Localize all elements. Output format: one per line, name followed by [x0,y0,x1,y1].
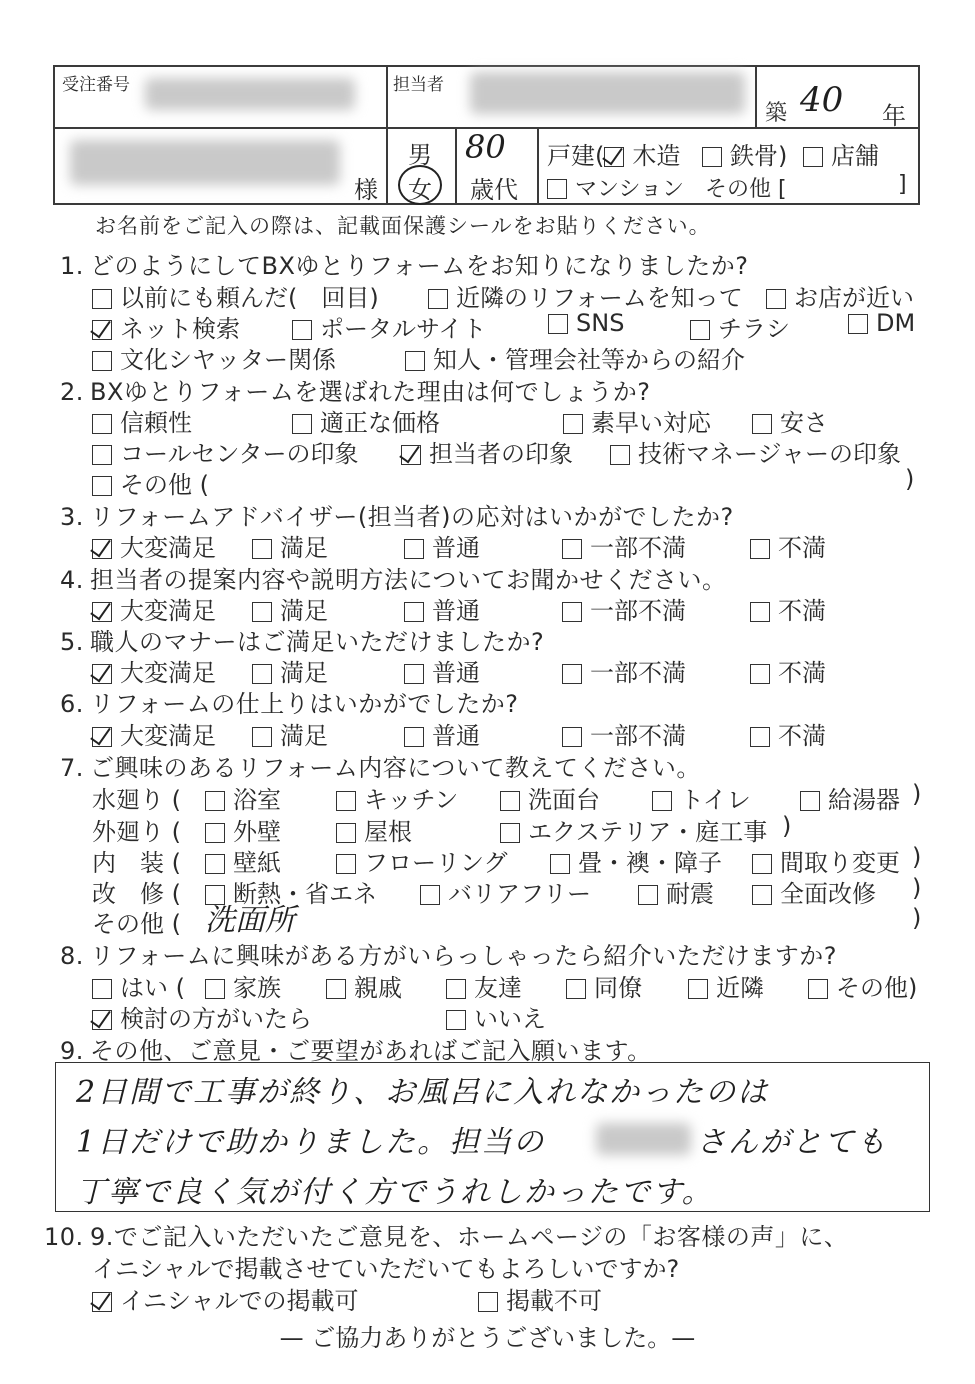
q1-option-9[interactable]: 知人・管理会社等からの紹介 [405,340,745,375]
building-age-prefix: 築 [765,101,788,126]
q8-colleague[interactable]: 同僚 [566,968,642,1003]
other-label: その他 [ [705,177,787,202]
checkbox[interactable] [563,414,583,434]
order-number-redacted [145,78,355,110]
checkbox[interactable] [92,476,112,496]
q3-heading: 3. リフォームアドバイザー(担当者)の応対はいかがでしたか? [60,503,734,531]
checkbox[interactable] [550,854,570,874]
house-type-label: 戸建( [547,142,605,170]
steel-checkbox[interactable] [702,147,722,167]
q4-option-0[interactable]: 大変満足 [92,591,216,626]
checkbox[interactable] [562,602,582,622]
q2-heading: 2. BXゆとりフォームを選ばれた理由は何でしょうか? [60,378,651,406]
q2-option-2[interactable]: 素早い対応 [563,403,711,438]
checkbox[interactable] [752,854,772,874]
q2-close: ) [905,465,915,493]
q1-option-5[interactable]: SNS [548,309,624,337]
q1-option-8[interactable]: 文化シヤッター関係 [92,340,336,375]
q7-heading: 7. ご興味のあるリフォーム内容について教えてください。 [60,754,701,782]
q5-option-0[interactable]: 大変満足 [92,653,216,688]
checkbox[interactable] [326,979,346,999]
q7-item-bath[interactable]: 浴室 [205,780,281,815]
q4-option-4[interactable]: 不満 [750,591,826,626]
q5-option-4[interactable]: 不満 [750,653,826,688]
checkbox-checked[interactable] [92,727,112,747]
q8-heading: 8. リフォームに興味がある方がいらっしゃったら紹介いただけますか? [60,942,838,970]
checkbox[interactable] [404,602,424,622]
q7-item-roof[interactable]: 屋根 [336,812,412,847]
q7-row-label-water: 水廻り ( [92,786,181,814]
q1-option-1[interactable]: 近隣のリフォームを知って [428,278,743,313]
checkbox[interactable] [750,727,770,747]
checkbox[interactable] [478,1292,498,1312]
q6-heading: 6. リフォームの仕上りはいかがでしたか? [60,690,519,718]
wood-checkbox[interactable] [604,147,624,167]
q1-option-3[interactable]: ネット検索 [92,309,240,344]
checkbox-checked[interactable] [92,602,112,622]
checkbox[interactable] [404,539,424,559]
checkbox[interactable] [252,664,272,684]
shop-label: 店舗 [831,142,880,170]
q2-option-3[interactable]: 安さ [752,403,828,438]
checkbox[interactable] [336,823,356,843]
building-age-suffix: 年 [882,102,906,130]
checkbox-checked[interactable] [92,320,112,340]
building-age-value: 40 [800,80,844,120]
mansion-label: マンション [575,177,685,202]
q7-row-label-exterior: 外廻り ( [92,818,181,846]
q7-row-close-interior: ) [912,843,922,871]
order-number-label: 受注番号 [62,75,130,95]
checkbox[interactable] [292,414,312,434]
checkbox[interactable] [690,320,710,340]
q7-item-insulation[interactable]: 断熱・省エネ [205,874,377,909]
q6-text: リフォームの仕上りはいかがでしたか? [90,690,519,718]
q2-option-7[interactable]: その他 ( [92,465,209,500]
comment-line-1: 2日間で工事が終り、お風呂に入れなかったのは [76,1075,770,1110]
q4-text: 担当者の提案内容や説明方法についてお聞かせください。 [90,566,727,594]
q3-option-0[interactable]: 大変満足 [92,528,216,563]
checkbox[interactable] [446,1010,466,1030]
q2-option-5[interactable]: 担当者の印象 [401,434,573,469]
q6-option-1[interactable]: 満足 [252,716,328,751]
q3-option-4[interactable]: 不満 [750,528,826,563]
q8-yes[interactable]: はい ( [92,968,185,1003]
q7-row-label-interior: 内 装 ( [92,849,181,877]
q7-item-water-heater[interactable]: 給湯器 [800,780,900,815]
q6-option-3[interactable]: 一部不満 [562,716,686,751]
q3-option-1[interactable]: 満足 [252,528,328,563]
q7-item-full[interactable]: 全面改修 [752,874,876,909]
q6-option-2[interactable]: 普通 [404,716,480,751]
checkbox[interactable] [750,539,770,559]
checkbox[interactable] [252,539,272,559]
checkbox[interactable] [752,414,772,434]
q8-consider[interactable]: 検討の方がいたら [92,999,312,1034]
q5-option-1[interactable]: 満足 [252,653,328,688]
q7-row-close-renovation: ) [912,874,922,902]
checkbox-checked[interactable] [92,539,112,559]
checkbox-checked[interactable] [92,664,112,684]
checkbox[interactable] [848,314,868,334]
q7-item-toilet[interactable]: トイレ [652,780,751,815]
q6-option-0[interactable]: 大変満足 [92,716,216,751]
q2-option-6[interactable]: 技術マネージャーの印象 [610,434,901,469]
notice-text: お名前をご記入の際は、記載面保護シールをお貼りください。 [95,214,711,238]
q9-heading: 9. その他、ご意見・ご要望があればご記入願います。 [60,1037,652,1065]
checkbox[interactable] [750,664,770,684]
customer-name-redacted [70,140,340,185]
q7-item-wall[interactable]: 外壁 [205,812,281,847]
house-type-row [547,136,879,171]
checkbox-checked[interactable] [92,1010,112,1030]
q5-heading: 5. 職人のマナーはご満足いただけましたか? [60,628,545,656]
q7-row-close-water: ) [912,780,922,808]
q3-option-2[interactable]: 普通 [404,528,480,563]
q4-option-1[interactable]: 満足 [252,591,328,626]
q7-text: ご興味のあるリフォーム内容について教えてください。 [90,754,701,782]
q7-item-layout[interactable]: 間取り変更 [752,843,900,878]
checkbox[interactable] [566,979,586,999]
checkbox[interactable] [252,602,272,622]
q1-option-6[interactable]: チラシ [690,309,790,344]
gender-circle-mark [398,165,442,205]
q1-option-0[interactable]: 以前にも頼んだ( 回目) [92,278,379,313]
q8-family[interactable]: 家族 [205,968,281,1003]
checkbox[interactable] [500,823,520,843]
checkbox[interactable] [428,289,448,309]
q8-neighbor[interactable]: 近隣 [688,968,764,1003]
q10-heading: 10. 9.でご記入いただいたご意見を、ホームページの「お客様の声」に、 [44,1223,849,1251]
q1-option-7[interactable]: DM [848,309,915,337]
gender-female: 女 [408,176,432,204]
q7-row-close-exterior: ) [782,812,792,840]
q1-option-2[interactable]: お店が近い [766,278,914,313]
q7-row-label-renovation: 改 修 ( [92,880,181,908]
checkbox[interactable] [652,791,672,811]
footer-thanks: — ご協力ありがとうございました。— [279,1324,696,1352]
checkbox[interactable] [92,445,112,465]
q7-item-seismic[interactable]: 耐震 [638,874,714,909]
q7-item-wallpaper[interactable]: 壁紙 [205,843,281,878]
q4-option-3[interactable]: 一部不満 [562,591,686,626]
checkbox[interactable] [562,727,582,747]
checkbox[interactable] [92,289,112,309]
q7-other-value: 洗面所 [205,903,295,938]
checkbox[interactable] [808,979,828,999]
checkbox[interactable] [446,979,466,999]
checkbox[interactable] [766,289,786,309]
q6-option-4[interactable]: 不満 [750,716,826,751]
checkbox[interactable] [420,885,440,905]
comment-box [55,1062,930,1212]
q7-item-washbasin[interactable]: 洗面台 [500,780,600,815]
q5-option-3[interactable]: 一部不満 [562,653,686,688]
q1-option-4[interactable]: ポータルサイト [292,309,486,344]
age-value: 80 [465,128,506,166]
q4-option-2[interactable]: 普通 [404,591,480,626]
q5-option-2[interactable]: 普通 [404,653,480,688]
q7-item-flooring[interactable]: フローリング [336,843,508,878]
checkbox[interactable] [610,445,630,465]
q10-text-2: イニシャルで掲載させていただいてもよろしいですか? [92,1255,680,1283]
checkbox[interactable] [92,351,112,371]
checkbox[interactable] [562,539,582,559]
house-type-row-2 [547,172,787,203]
checkbox[interactable] [562,664,582,684]
q7-item-exterior[interactable]: エクステリア・庭工事 [500,812,767,847]
staff-name-redacted [470,72,745,114]
q2-option-0[interactable]: 信頼性 [92,403,192,438]
q8-relatives[interactable]: 親戚 [326,968,402,1003]
checkbox[interactable] [752,885,772,905]
checkbox[interactable] [688,979,708,999]
mansion-checkbox[interactable] [547,179,567,199]
q8-text: リフォームに興味がある方がいらっしゃったら紹介いただけますか? [90,942,838,970]
checkbox[interactable] [800,791,820,811]
checkbox[interactable] [638,885,658,905]
q9-text: その他、ご意見・ご要望があればご記入願います。 [90,1037,652,1065]
gender-male: 男 [408,141,432,169]
checkbox[interactable] [92,414,112,434]
checkbox[interactable] [205,823,225,843]
checkbox[interactable] [292,320,312,340]
checkbox-checked[interactable] [92,1292,112,1312]
checkbox[interactable] [404,727,424,747]
q7-other-label: その他 ( [92,910,181,938]
other-close: ] [898,172,907,197]
q7-item-kitchen[interactable]: キッチン [336,780,458,815]
q8-no[interactable]: いいえ [446,999,546,1034]
comment-line-2-suffix: さんがとても [696,1125,888,1160]
checkbox[interactable] [750,602,770,622]
checkbox[interactable] [205,854,225,874]
q5-text: 職人のマナーはご満足いただけましたか? [90,628,545,656]
q3-text: リフォームアドバイザー(担当者)の応対はいかがでしたか? [90,503,734,531]
checkbox[interactable] [548,314,568,334]
comment-line-3: 丁寧で良く気が付く方でうれしかったです。 [76,1175,714,1210]
comment-line-2: 1日だけで助かりました。担当の [76,1125,546,1160]
q10-text: 9.でご記入いただいたご意見を、ホームページの「お客様の声」に、 [90,1223,849,1251]
q7-other-close: ) [912,904,922,932]
shop-checkbox[interactable] [803,147,823,167]
q2-option-1[interactable]: 適正な価格 [292,403,440,438]
checkbox[interactable] [252,727,272,747]
checkbox[interactable] [404,664,424,684]
checkbox-checked[interactable] [401,445,421,465]
wood-label: 木造 [632,142,681,170]
q1-heading: 1. どのようにしてBXゆとりフォームをお知りになりましたか? [60,252,749,280]
steel-label: 鉄骨) [730,142,788,170]
checkbox[interactable] [336,854,356,874]
q2-text: BXゆとりフォームを選ばれた理由は何でしょうか? [90,378,651,406]
q3-option-3[interactable]: 一部不満 [562,528,686,563]
honorific-sama: 様 [354,176,378,204]
age-unit: 歳代 [470,176,518,204]
q10-ok[interactable]: イニシャルでの掲載可 [92,1281,359,1316]
checkbox[interactable] [92,979,112,999]
q8-other[interactable]: その他) [808,968,917,1003]
q8-friends[interactable]: 友達 [446,968,522,1003]
q4-heading: 4. 担当者の提案内容や説明方法についてお聞かせください。 [60,566,727,594]
q10-ng[interactable]: 掲載不可 [478,1281,602,1316]
staff-label: 担当者 [393,75,444,95]
q1-text: どのようにしてBXゆとりフォームをお知りになりましたか? [90,252,749,280]
staff-name-redacted [596,1123,691,1155]
checkbox[interactable] [336,791,356,811]
checkbox[interactable] [205,979,225,999]
checkbox[interactable] [405,351,425,371]
checkbox[interactable] [500,791,520,811]
q7-item-tatami[interactable]: 畳・襖・障子 [550,843,722,878]
checkbox[interactable] [205,791,225,811]
q2-option-4[interactable]: コールセンターの印象 [92,434,359,469]
q7-item-barrierfree[interactable]: バリアフリー [420,874,591,909]
